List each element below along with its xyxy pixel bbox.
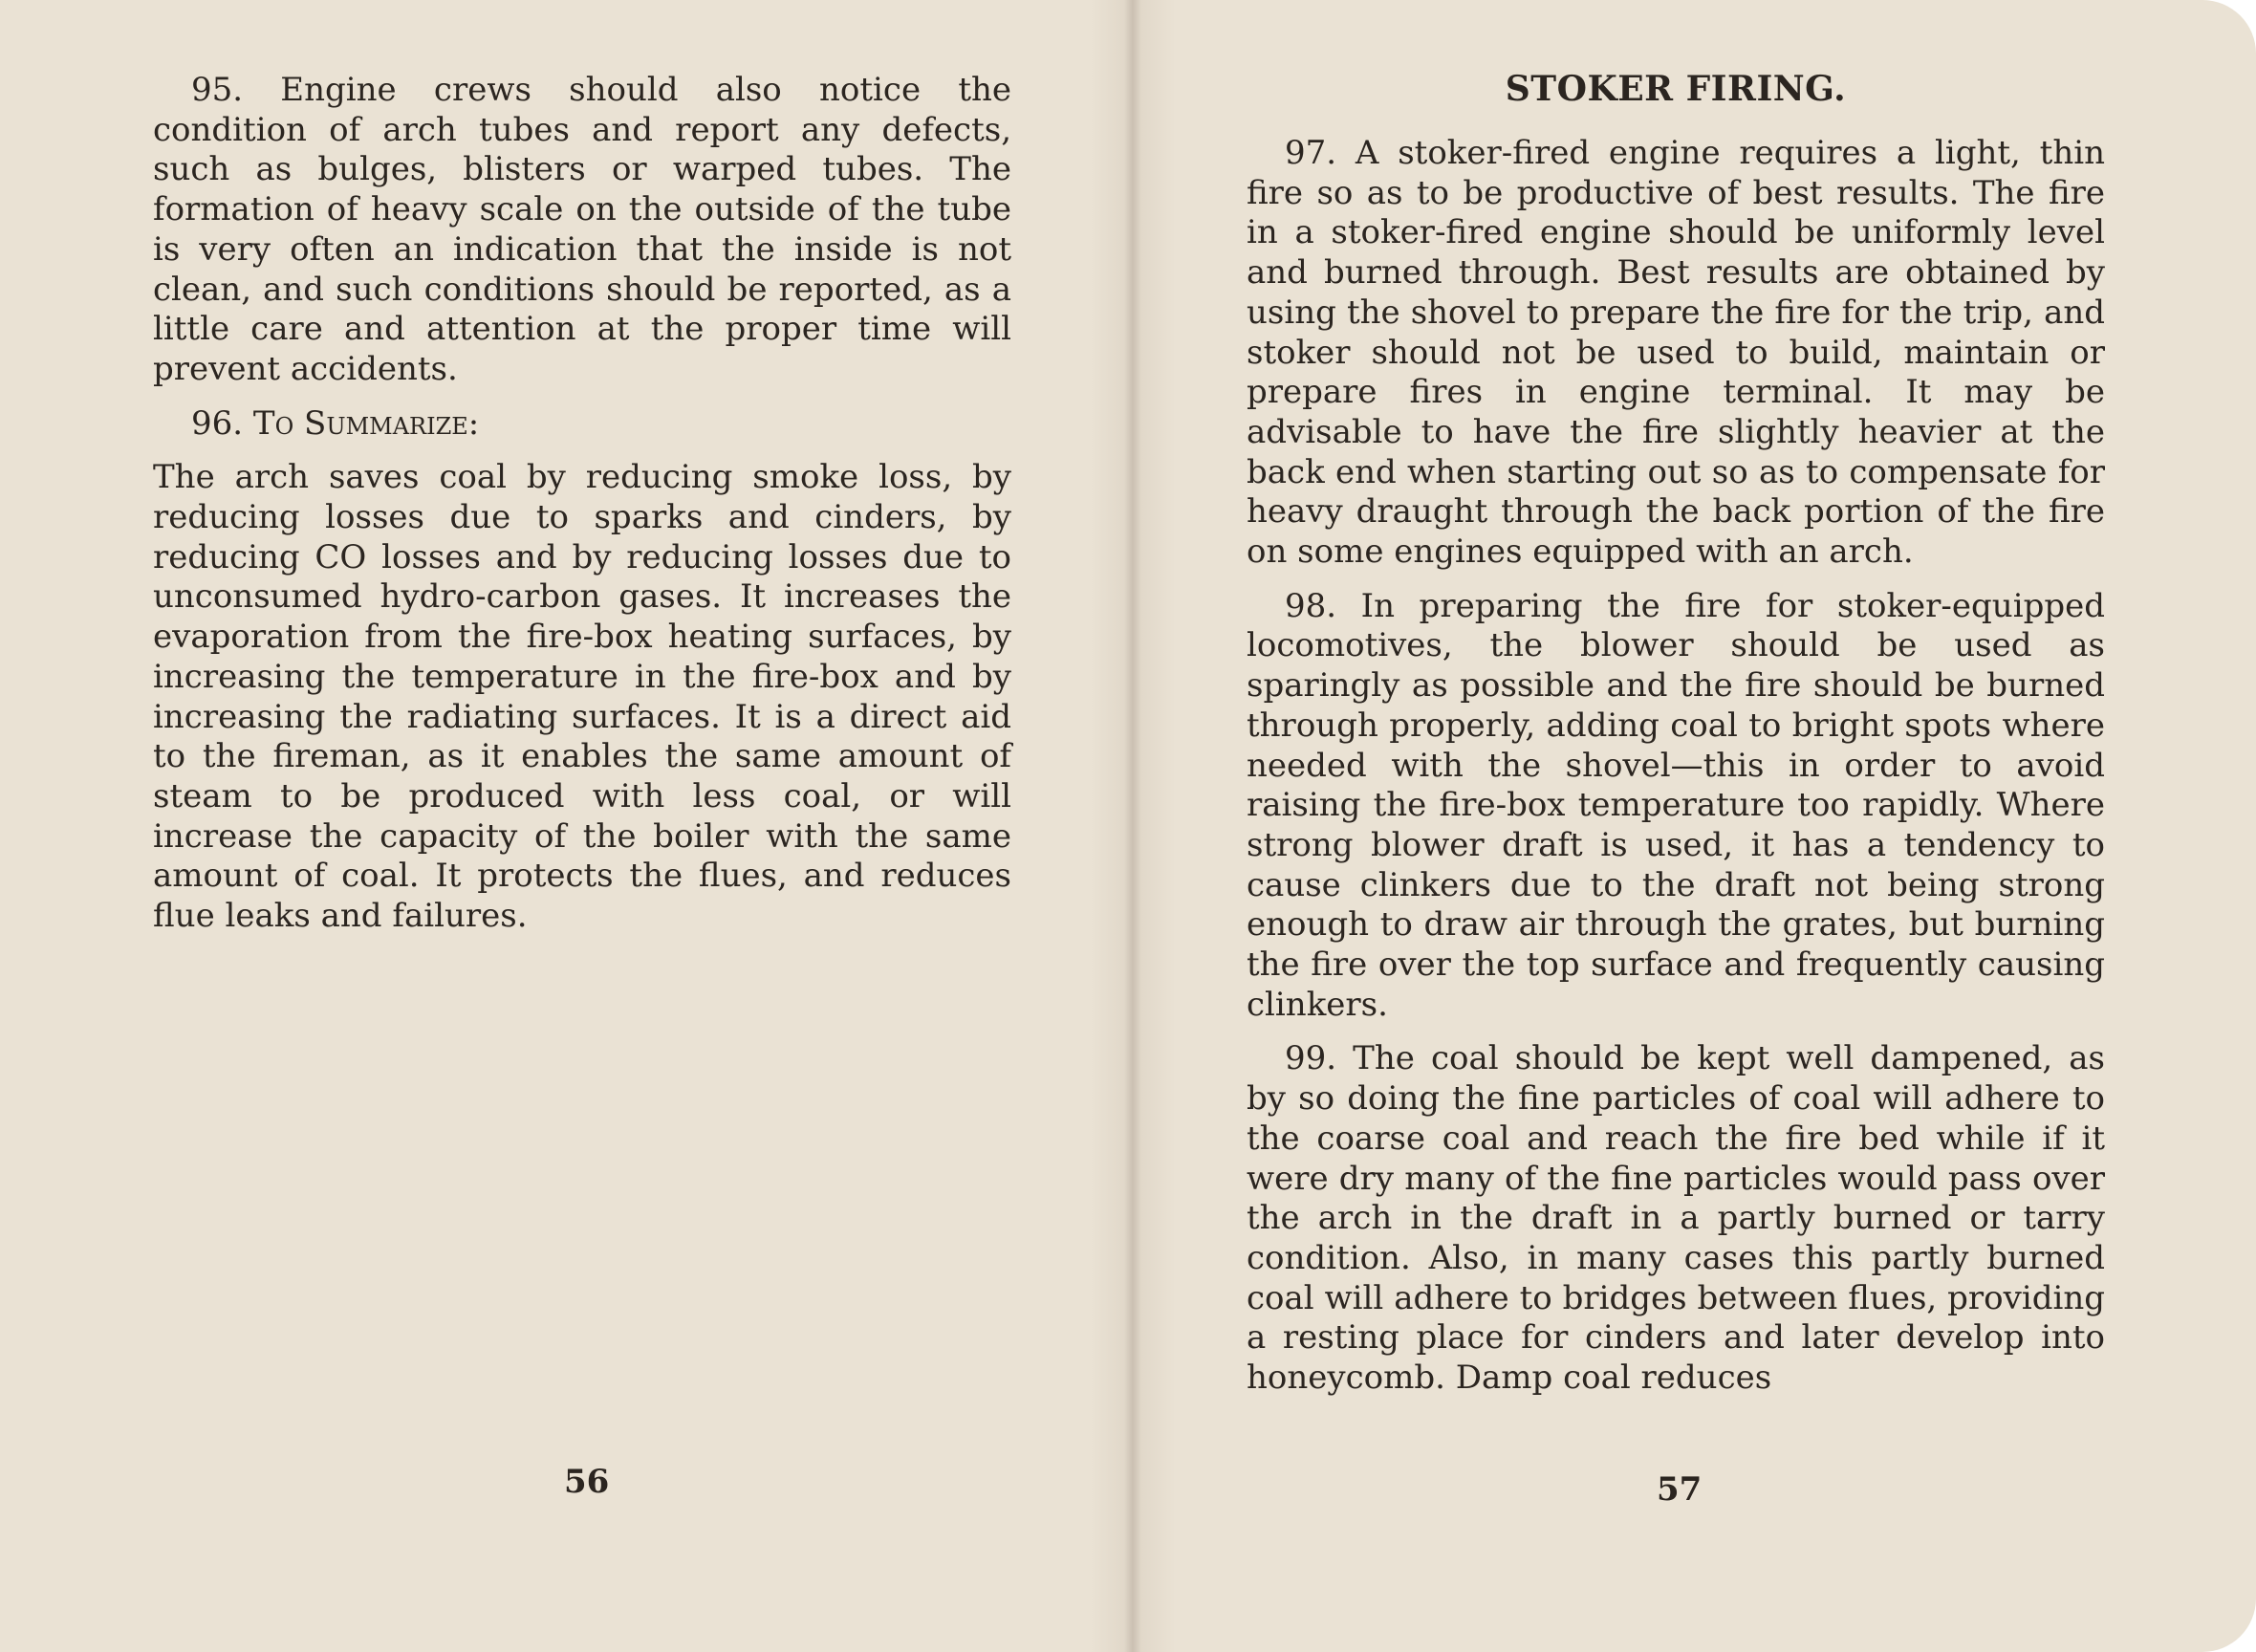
right-page-text [1247,134,2105,1413]
right-page [1138,0,2256,1652]
summary-paragraph: The arch saves coal by reducing smoke loss, by reducing losses due to sparks and cinders, by reducing CO losses and by reducing losses due to unconsumed hydro-carbon gases. It increases the evaporation from the fire-box heating surfaces, by increasing the temperature in the fire-box and by increasing the radiating surfaces. It is a direct aid to the fireman, as it enables the same amount of steam to be produced with less coal, or will increase the capacity of the boiler with the same amount of coal. It protects the flues, and reduces flue leaks and failures. [153,458,1011,936]
running-header: STOKER FIRING. [1505,69,1847,109]
left-page [0,0,1118,1652]
page-number-right: 57 [1657,1470,1703,1509]
summary-heading [153,404,1011,445]
left-page-text [153,71,1011,951]
summary-heading-text: To Summarize: [252,403,480,443]
page-number-left: 56 [564,1463,610,1501]
summary-heading-number: 96. [191,403,244,443]
paragraph-95: 95. Engine crews should also notice the condition of arch tubes and report any defects, such as bulges, blisters or warped tubes. The formation of heavy scale on the outside of the tube is very often an indication that the inside is not clean, and such conditions should be reported, as a little care and attention at the proper time will prevent accidents. [153,71,1011,388]
paragraph-99: 99. The coal should be kept well dampened, as by so doing the fine particles of coal will adhere to the coarse coal and reach the fire bed while if it were dry many of the fine particles would pass over the arch in the draft in a partly burned or tarry condition. Also, in many cases this partly burned coal will adhere to bridges between flues, providing a resting place for cinders and later develop into honeycomb. Damp coal reduces [1247,1039,2105,1398]
paragraph-97: 97. A stoker-fired engine requires a light, thin fire so as to be productive of best results. The fire in a stoker-fired engine should be uniformly level and burned through. Best results are obtained by using the shovel to prepare the fire for the trip, and stoker should not be used to build, maintain or prepare fires in engine terminal. It may be advisable to have the fire slightly heavier at the back end when starting out so as to compensate for heavy draught through the back portion of the fire on some engines equipped with an arch. [1247,134,2105,572]
paragraph-98: 98. In preparing the fire for stoker-equipped locomotives, the blower should be used as sparingly as possible and the fire should be burned through properly, adding coal to bright spots where needed with the shovel—this in order to avoid raising the fire-box temperature too rapidly. Where strong blower draft is used, it has a tendency to cause clinkers due to the draft not being strong enough to draw air through the grates, but burning the fire over the top surface and frequently causing clinkers. [1247,586,2105,1024]
